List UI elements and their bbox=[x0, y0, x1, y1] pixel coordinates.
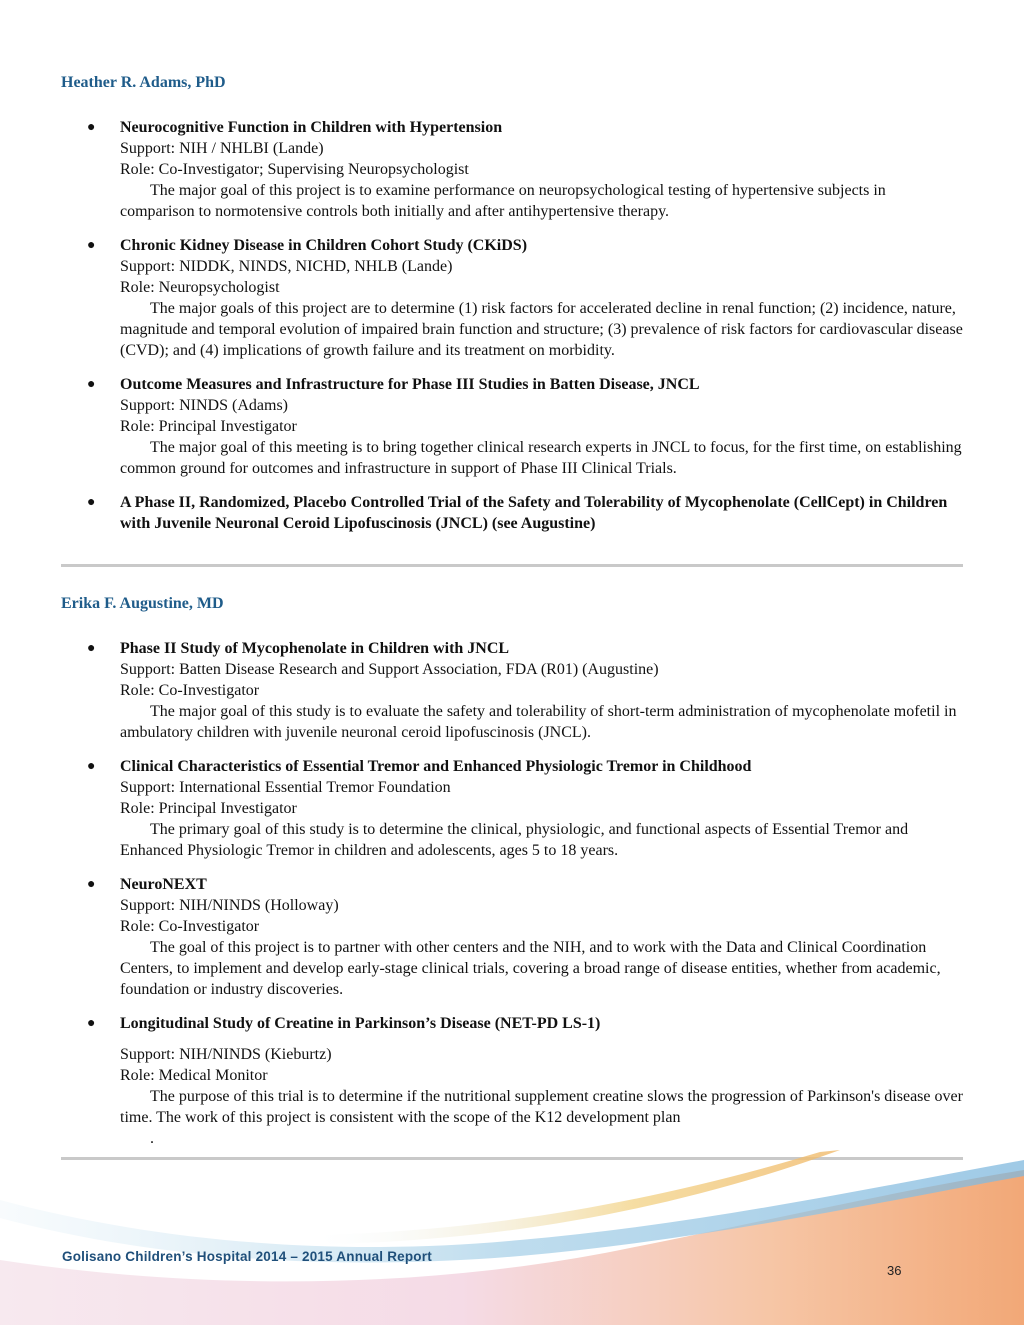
bullet-icon: ● bbox=[87, 641, 96, 656]
list-item bbox=[61, 492, 963, 534]
page-number: 36 bbox=[887, 1263, 902, 1278]
project-title: Neurocognitive Function in Children with Hypertension bbox=[120, 119, 503, 136]
section-adams bbox=[61, 73, 963, 547]
project-support: Support: NIH/NINDS (Kieburtz) bbox=[120, 1046, 332, 1063]
list-item bbox=[61, 235, 963, 361]
trailing-period: . bbox=[150, 1130, 154, 1147]
list-item bbox=[61, 756, 963, 861]
bullet-icon: ● bbox=[87, 1016, 96, 1031]
project-description: The goal of this project is to partner with other centers and the NIH, and to work with the Data and Clinical Coordination Centers, to implement and develop early-stage clinical trials, covering a broad range of disease entities, whether from academic, foundation or industry discoveries. bbox=[120, 939, 941, 998]
person-name: Heather R. Adams, PhD bbox=[61, 74, 226, 91]
project-support: Support: International Essential Tremor Foundation bbox=[120, 779, 451, 796]
project-role: Role: Neuropsychologist bbox=[120, 279, 280, 296]
project-role: Role: Co-Investigator; Supervising Neuropsychologist bbox=[120, 161, 469, 178]
section-augustine bbox=[61, 594, 963, 1162]
bullet-icon: ● bbox=[87, 120, 96, 135]
project-description: The purpose of this trial is to determine if the nutritional supplement creatine slows the progression of Parkinson's disease over time. The work of this project is consistent with the scope of the K12 development plan bbox=[120, 1088, 963, 1126]
list-item bbox=[61, 374, 963, 479]
project-support: Support: NIDDK, NINDS, NICHD, NHLB (Lande) bbox=[120, 258, 453, 275]
project-description: The primary goal of this study is to determine the clinical, physiologic, and functional aspects of Essential Tremor and Enhanced Physiologic Tremor in children and adolescents, ages 5 to 18 years. bbox=[120, 821, 909, 859]
section-divider bbox=[61, 564, 963, 567]
project-role: Role: Medical Monitor bbox=[120, 1067, 268, 1084]
list-item bbox=[61, 638, 963, 743]
bullet-icon: ● bbox=[87, 238, 96, 253]
project-support: Support: Batten Disease Research and Support Association, FDA (R01) (Augustine) bbox=[120, 661, 659, 678]
project-role: Role: Co-Investigator bbox=[120, 682, 260, 699]
list-item bbox=[61, 874, 963, 1000]
list-item bbox=[61, 117, 963, 222]
bullet-icon: ● bbox=[87, 877, 96, 892]
project-title: Clinical Characteristics of Essential Tremor and Enhanced Physiologic Tremor in Childhood bbox=[120, 758, 752, 775]
footer-wave-art bbox=[0, 1140, 1024, 1325]
footer-report-title: Golisano Children’s Hospital 2014 – 2015 Annual Report bbox=[62, 1249, 432, 1264]
project-description: The major goal of this study is to evaluate the safety and tolerability of short-term administration of mycophenolate mofetil in ambulatory children with juvenile neuronal ceroid lipofuscinosis (JNCL). bbox=[120, 703, 957, 741]
project-title: Outcome Measures and Infrastructure for Phase III Studies in Batten Disease, JNCL bbox=[120, 376, 700, 393]
project-support: Support: NIH/NINDS (Holloway) bbox=[120, 897, 339, 914]
project-role: Role: Co-Investigator bbox=[120, 918, 260, 935]
project-role: Role: Principal Investigator bbox=[120, 800, 297, 817]
bullet-icon: ● bbox=[87, 495, 96, 510]
project-support: Support: NIH / NHLBI (Lande) bbox=[120, 140, 324, 157]
bullet-icon: ● bbox=[87, 759, 96, 774]
project-role: Role: Principal Investigator bbox=[120, 418, 297, 435]
project-title: Longitudinal Study of Creatine in Parkinson’s Disease (NET-PD LS-1) bbox=[120, 1015, 601, 1032]
project-description: The major goal of this project is to examine performance on neuropsychological testing of hypertensive subjects in comparison to normotensive controls both initially and after antihypertensive therapy. bbox=[120, 182, 886, 220]
person-name: Erika F. Augustine, MD bbox=[61, 595, 224, 612]
project-title: A Phase II, Randomized, Placebo Controlled Trial of the Safety and Tolerability of Mycophenolate (CellCept) in Children with Juvenile Neuronal Ceroid Lipofuscinosis (JNCL) (see Augustine) bbox=[120, 494, 948, 532]
project-title: Chronic Kidney Disease in Children Cohort Study (CKiDS) bbox=[120, 237, 528, 254]
list-item bbox=[61, 1013, 963, 1149]
project-support: Support: NINDS (Adams) bbox=[120, 397, 288, 414]
bullet-icon: ● bbox=[87, 377, 96, 392]
project-title: NeuroNEXT bbox=[120, 876, 207, 893]
project-description: The major goal of this meeting is to bring together clinical research experts in JNCL to focus, for the first time, on establishing common ground for outcomes and infrastructure in support of Phase III Clinical Trials. bbox=[120, 439, 962, 477]
project-title: Phase II Study of Mycophenolate in Children with JNCL bbox=[120, 640, 510, 657]
project-description: The major goals of this project are to determine (1) risk factors for accelerated decline in renal function; (2) incidence, nature, magnitude and temporal evolution of impaired brain function and structure; (3) prevalence of risk factors for cardiovascular disease (CVD); and (4) implications of growth failure and its treatment on morbidity. bbox=[120, 300, 963, 359]
